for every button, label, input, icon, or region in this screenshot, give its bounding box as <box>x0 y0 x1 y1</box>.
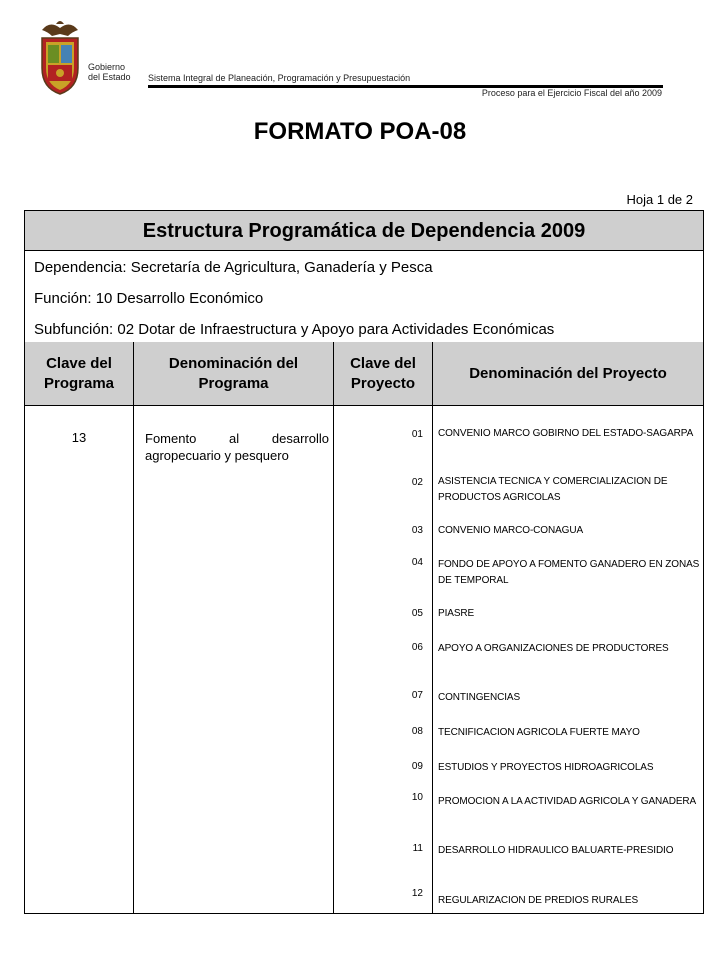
proyecto-nombre: APOYO A ORGANIZACIONES DE PRODUCTORES <box>438 643 669 654</box>
proyecto-nombre: ASISTENCIA TECNICA Y COMERCIALIZACION DE PRODUCTOS AGRICOLAS <box>438 476 668 503</box>
proceso-label: Proceso para el Ejercicio Fiscal del año 2009 <box>481 88 662 98</box>
proyecto-clave: 09 <box>411 761 423 772</box>
formato-title: FORMATO POA-08 <box>253 118 467 145</box>
proyecto-nombre: TECNIFICACION AGRICOLA FUERTE MAYO <box>438 727 640 738</box>
col-denominacion-proyecto-label: Denominación del Proyecto <box>469 364 667 382</box>
sistema-label: Sistema Integral de Planeación, Programación y Presupuestación <box>148 73 411 83</box>
proyecto-nombre: CONVENIO MARCO GOBIRNO DEL ESTADO-SAGARPA <box>438 428 694 439</box>
dependencia-line: Dependencia: Secretaría de Agricultura, Ganadería y Pesca <box>34 259 433 276</box>
proyecto-clave: 05 <box>411 608 423 619</box>
col-clave-proyecto <box>334 342 432 406</box>
proyecto-nombre: REGULARIZACION DE PREDIOS RURALES <box>438 895 639 906</box>
proyecto-clave: 02 <box>411 477 423 488</box>
gobierno-line2: del Estado <box>88 72 131 82</box>
proyecto-clave: 03 <box>411 525 423 536</box>
col-denominacion-programa-label: Denominación del Programa <box>168 354 299 392</box>
proyecto-nombre: DESARROLLO HIDRAULICO BALUARTE-PRESIDIO <box>438 845 674 856</box>
proyecto-clave: 07 <box>411 690 423 701</box>
proyecto-clave: 06 <box>411 642 423 653</box>
proyecto-clave: 10 <box>411 792 423 803</box>
col-denominacion-programa <box>134 342 333 406</box>
proyecto-nombre: CONTINGENCIAS <box>438 692 521 703</box>
proyecto-nombre: PIASRE <box>438 608 475 619</box>
state-seal-logo <box>38 18 82 96</box>
column-divider <box>333 342 334 913</box>
programa-clave: 13 <box>71 430 87 445</box>
subfuncion-line: Subfunción: 02 Dotar de Infraestructura y Apoyo para Actividades Económicas <box>34 321 555 338</box>
proyecto-clave: 12 <box>411 888 423 899</box>
proyecto-clave: 11 <box>412 843 423 854</box>
column-divider <box>432 342 433 913</box>
col-clave-programa <box>25 342 133 406</box>
col-clave-proyecto-label: Clave del Proyecto <box>350 354 416 392</box>
proyecto-nombre: ESTUDIOS Y PROYECTOS HIDROAGRICOLAS <box>438 762 654 773</box>
proyecto-nombre: CONVENIO MARCO-CONAGUA <box>438 525 584 536</box>
proyecto-clave: 08 <box>411 726 423 737</box>
gobierno-line1: Gobierno <box>88 62 126 72</box>
proyecto-clave: 04 <box>411 557 423 568</box>
proyecto-nombre: FONDO DE APOYO A FOMENTO GANADERO EN ZONAS DE TEMPORAL <box>438 559 700 586</box>
gobierno-del-estado-label <box>88 62 131 82</box>
col-denominacion-proyecto <box>433 342 703 406</box>
column-divider <box>133 342 134 913</box>
proyecto-nombre: PROMOCION A LA ACTIVIDAD AGRICOLA Y GANADERA <box>438 796 697 807</box>
page-indicator: Hoja 1 de 2 <box>626 192 693 207</box>
funcion-line: Función: 10 Desarrollo Económico <box>34 290 264 307</box>
document-title: Estructura Programática de Dependencia 2009 <box>25 211 703 251</box>
col-clave-programa-label: Clave del Programa <box>43 354 115 392</box>
programa-denominacion: Fomento al desarrollo agropecuario y pesquero <box>145 431 329 463</box>
proyecto-clave: 01 <box>411 429 423 440</box>
